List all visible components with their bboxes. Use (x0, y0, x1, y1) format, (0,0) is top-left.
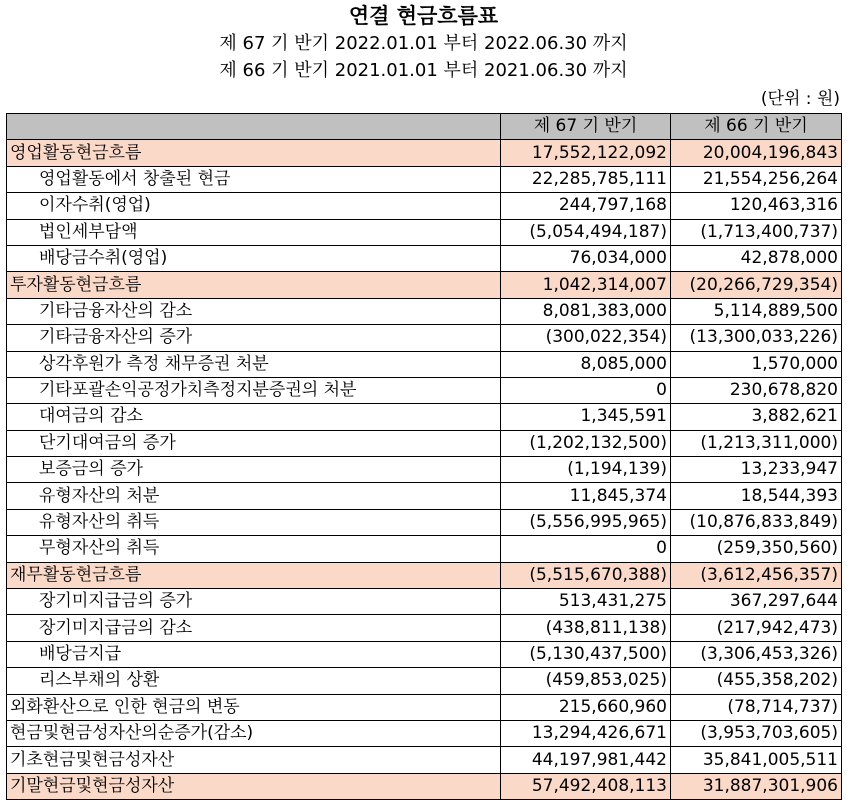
row-prior-value: (20,266,729,354) (671, 272, 842, 298)
row-current-value: (5,054,494,187) (501, 219, 671, 245)
row-label: 투자활동현금흐름 (7, 272, 501, 298)
row-label: 외화환산으로 인한 현금의 변동 (7, 694, 501, 720)
table-row (7, 773, 842, 799)
row-label: 기말현금및현금성자산 (7, 773, 501, 799)
table-row (7, 589, 842, 615)
row-label: 영업활동현금흐름 (7, 140, 501, 166)
row-label: 유형자산의 취득 (7, 509, 501, 535)
row-prior-value: 35,841,005,511 (671, 747, 842, 773)
row-prior-value: 21,554,256,264 (671, 166, 842, 192)
row-prior-value: 31,887,301,906 (671, 773, 842, 799)
table-row (7, 298, 842, 324)
table-row (7, 747, 842, 773)
period-current: 제 67 기 반기 2022.01.01 부터 2022.06.30 까지 (219, 33, 628, 54)
cash-flow-table (6, 113, 842, 800)
row-current-value: 8,081,383,000 (501, 298, 671, 324)
row-label: 현금및현금성자산의순증가(감소) (7, 720, 501, 746)
row-label: 법인세부담액 (7, 219, 501, 245)
row-prior-value: 3,882,621 (671, 404, 842, 430)
row-label: 영업활동에서 창출된 현금 (7, 166, 501, 192)
row-label: 기타포괄손익공정가치측정지분증권의 처분 (7, 377, 501, 403)
row-current-value: 44,197,981,442 (501, 747, 671, 773)
row-prior-value: (78,714,737) (671, 694, 842, 720)
row-current-value: 244,797,168 (501, 193, 671, 219)
table-row (7, 615, 842, 641)
table-row (7, 483, 842, 509)
row-label: 배당금수취(영업) (7, 245, 501, 271)
row-label: 리스부채의 상환 (7, 668, 501, 694)
row-prior-value: 367,297,644 (671, 589, 842, 615)
row-current-value: 57,492,408,113 (501, 773, 671, 799)
row-current-value: (1,194,139) (501, 457, 671, 483)
row-prior-value: 5,114,889,500 (671, 298, 842, 324)
row-prior-value: 20,004,196,843 (671, 140, 842, 166)
row-prior-value: 42,878,000 (671, 245, 842, 271)
row-current-value: 8,085,000 (501, 351, 671, 377)
row-prior-value: 230,678,820 (671, 377, 842, 403)
row-label: 기타금융자산의 증가 (7, 325, 501, 351)
row-label: 유형자산의 처분 (7, 483, 501, 509)
table-row (7, 694, 842, 720)
row-prior-value: (3,306,453,326) (671, 641, 842, 667)
row-current-value: 22,285,785,111 (501, 166, 671, 192)
table-row (7, 641, 842, 667)
row-prior-value: (455,358,202) (671, 668, 842, 694)
row-prior-value: 1,570,000 (671, 351, 842, 377)
row-prior-value: (10,876,833,849) (671, 509, 842, 535)
row-current-value: 76,034,000 (501, 245, 671, 271)
table-row (7, 509, 842, 535)
row-current-value: (5,515,670,388) (501, 562, 671, 588)
header-prior-period: 제 66 기 반기 (671, 114, 842, 140)
table-row (7, 272, 842, 298)
period-prior: 제 66 기 반기 2021.01.01 부터 2021.06.30 까지 (219, 60, 628, 81)
row-current-value: 13,294,426,671 (501, 720, 671, 746)
row-prior-value: (3,612,456,357) (671, 562, 842, 588)
row-current-value: 17,552,122,092 (501, 140, 671, 166)
row-current-value: (1,202,132,500) (501, 430, 671, 456)
row-label: 단기대여금의 증가 (7, 430, 501, 456)
row-label: 무형자산의 취득 (7, 536, 501, 562)
header-label-cell (7, 114, 501, 140)
table-row (7, 457, 842, 483)
row-current-value: (300,022,354) (501, 325, 671, 351)
row-label: 기초현금및현금성자산 (7, 747, 501, 773)
table-row (7, 536, 842, 562)
row-label: 상각후원가 측정 채무증권 처분 (7, 351, 501, 377)
table-row (7, 219, 842, 245)
table-row (7, 140, 842, 166)
row-current-value: 0 (501, 536, 671, 562)
table-row (7, 668, 842, 694)
row-label: 보증금의 증가 (7, 457, 501, 483)
unit-label: (단위 : 원) (760, 89, 840, 109)
table-row (7, 166, 842, 192)
row-current-value: 11,845,374 (501, 483, 671, 509)
table-row (7, 430, 842, 456)
table-row (7, 404, 842, 430)
row-current-value: 513,431,275 (501, 589, 671, 615)
page-title: 연결 현금흐름표 (348, 4, 499, 28)
row-current-value: 1,042,314,007 (501, 272, 671, 298)
row-prior-value: (3,953,703,605) (671, 720, 842, 746)
table-row (7, 193, 842, 219)
row-current-value: (438,811,138) (501, 615, 671, 641)
table-row (7, 245, 842, 271)
row-prior-value: (259,350,560) (671, 536, 842, 562)
row-current-value: (5,130,437,500) (501, 641, 671, 667)
row-current-value: 1,345,591 (501, 404, 671, 430)
row-prior-value: (217,942,473) (671, 615, 842, 641)
table-row (7, 720, 842, 746)
row-label: 장기미지급금의 감소 (7, 615, 501, 641)
row-current-value: (459,853,025) (501, 668, 671, 694)
row-label: 기타금융자산의 감소 (7, 298, 501, 324)
row-label: 재무활동현금흐름 (7, 562, 501, 588)
table-row (7, 351, 842, 377)
row-prior-value: (1,713,400,737) (671, 219, 842, 245)
header-current-period: 제 67 기 반기 (501, 114, 671, 140)
row-label: 배당금지급 (7, 641, 501, 667)
row-label: 이자수취(영업) (7, 193, 501, 219)
row-prior-value: (13,300,033,226) (671, 325, 842, 351)
table-header-row (7, 114, 842, 140)
row-label: 장기미지급금의 증가 (7, 589, 501, 615)
row-current-value: 215,660,960 (501, 694, 671, 720)
row-prior-value: 13,233,947 (671, 457, 842, 483)
row-prior-value: 120,463,316 (671, 193, 842, 219)
table-row (7, 325, 842, 351)
row-label: 대여금의 감소 (7, 404, 501, 430)
row-prior-value: (1,213,311,000) (671, 430, 842, 456)
table-row (7, 562, 842, 588)
row-prior-value: 18,544,393 (671, 483, 842, 509)
table-row (7, 377, 842, 403)
row-current-value: 0 (501, 377, 671, 403)
row-current-value: (5,556,995,965) (501, 509, 671, 535)
